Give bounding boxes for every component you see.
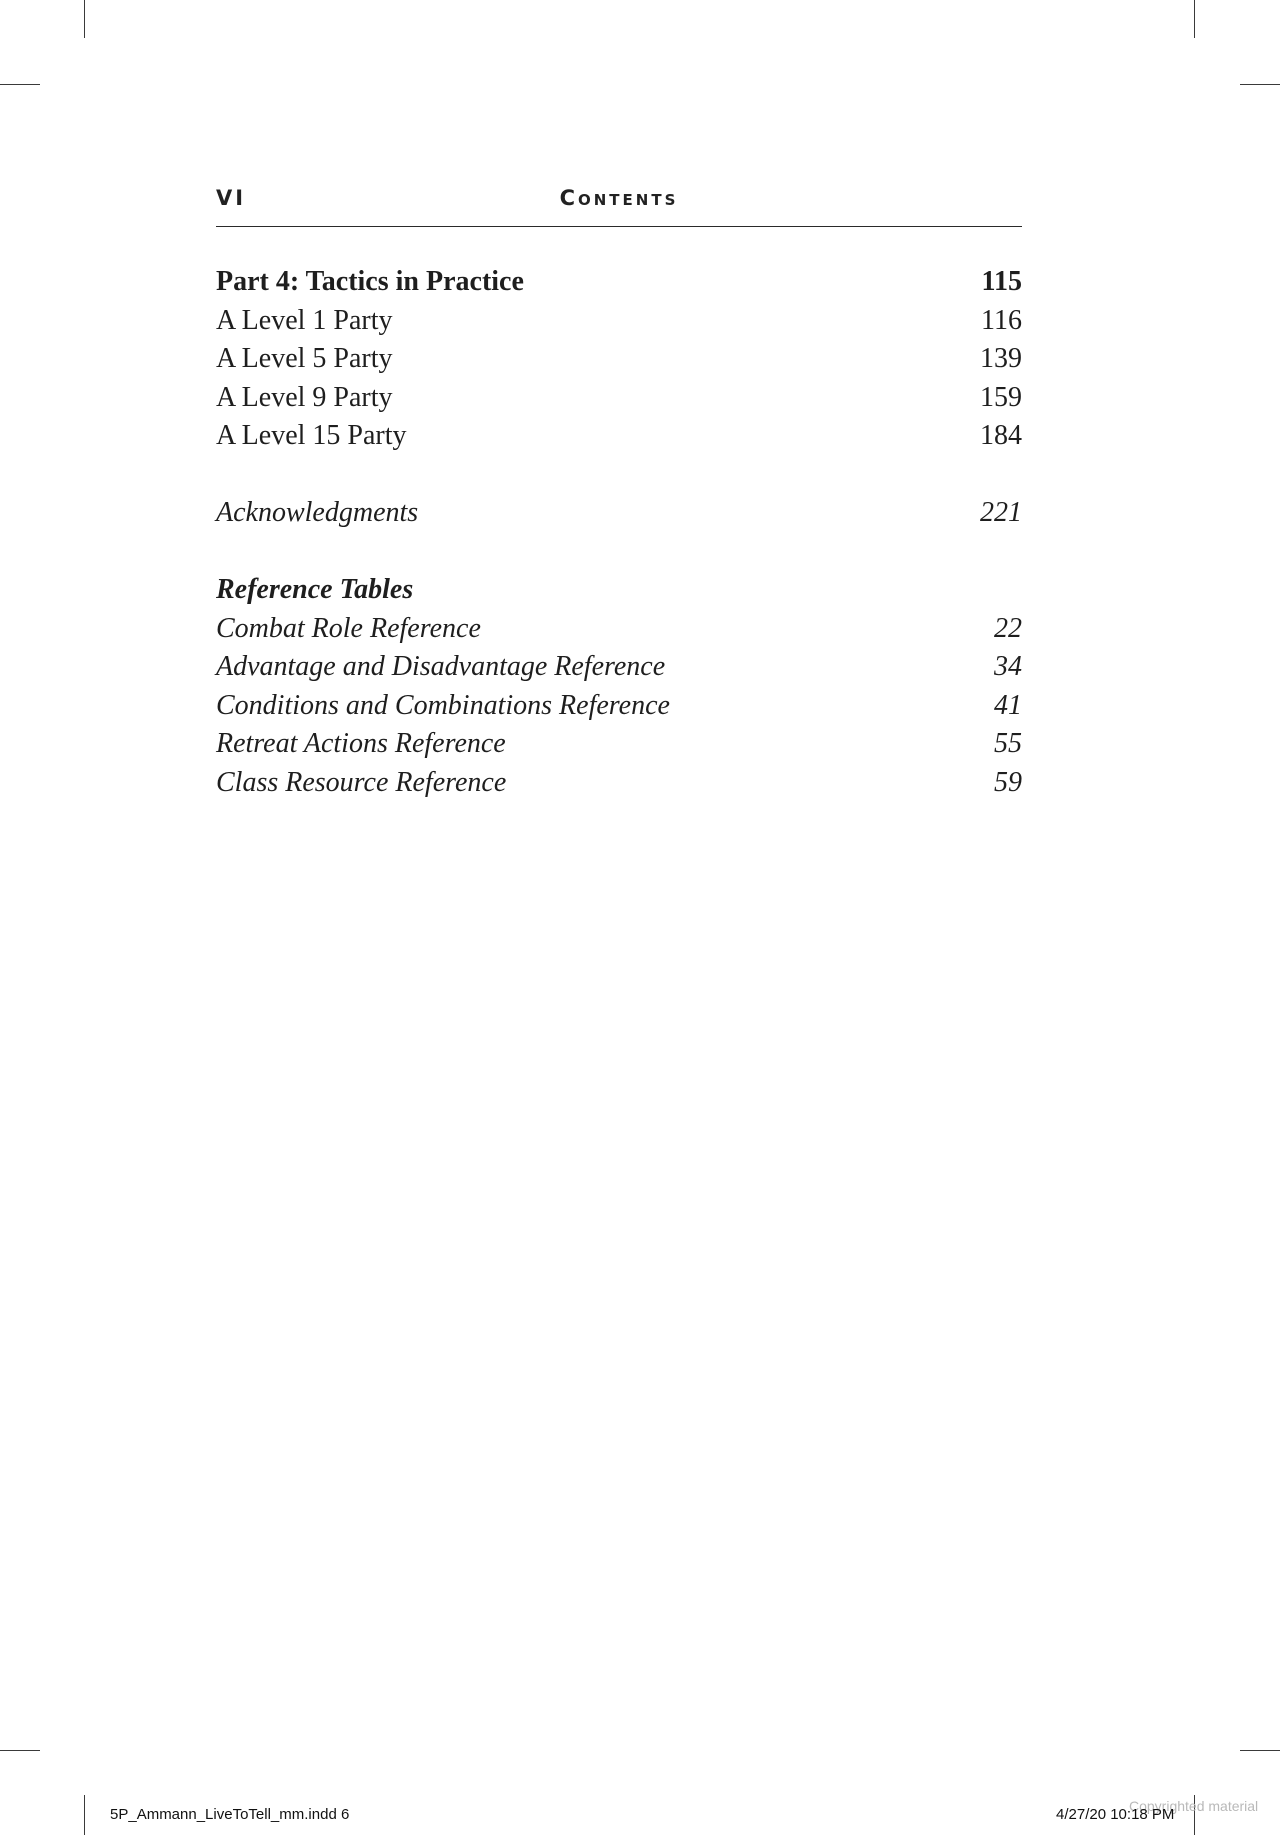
toc-part-heading[interactable] [216,263,1022,302]
toc-entry-title: Acknowledgments [216,497,419,528]
toc-entry[interactable] [216,379,1022,418]
toc-entry[interactable] [216,340,1022,379]
toc-entry-page: 139 [980,343,1022,375]
footer-file-slug: 5P_Ammann_LiveToTell_mm.indd 6 [110,1806,350,1823]
toc-entry-page: 59 [994,766,1022,798]
toc-entry-page: 221 [980,497,1022,528]
toc-entry-page: 184 [980,420,1022,452]
crop-mark-top-right [1194,0,1195,38]
toc-entry-title: Class Resource Reference [216,766,507,798]
crop-mark-left-bottom [0,1750,40,1751]
toc-entry[interactable] [216,725,1022,764]
toc-entry-page: 55 [994,728,1022,760]
toc-reference-tables-section [216,571,1022,803]
page-header [216,186,1022,227]
toc-section-heading [216,571,1022,610]
toc-entry-page: 159 [980,381,1022,413]
toc-entry-title: Conditions and Combinations Reference [216,689,670,721]
toc-part-title: Part 4: Tactics in Practice [216,266,524,297]
crop-mark-right-top [1240,84,1280,85]
toc-entry[interactable] [216,302,1022,341]
toc-acknowledgments-entry[interactable] [216,494,1022,533]
toc-entry-title: Retreat Actions Reference [216,728,506,760]
toc-section-title: Reference Tables [216,574,414,605]
toc-entry-title: A Level 1 Party [216,304,393,336]
toc-entry-page: 41 [994,689,1022,721]
toc-entry-title: A Level 9 Party [216,381,393,413]
copyright-watermark: Copyrighted material [1129,1798,1259,1814]
toc-entry-page: 34 [994,651,1022,683]
crop-mark-top-left [84,0,85,38]
toc-entry[interactable] [216,610,1022,649]
toc-entry-title: Combat Role Reference [216,612,481,644]
footer-timestamp: 4/27/20 10:18 PM [1056,1806,1175,1823]
toc-entry[interactable] [216,648,1022,687]
toc-entry[interactable] [216,764,1022,803]
toc-entry-title: A Level 15 Party [216,420,407,452]
toc-entry-title: Advantage and Disadvantage Reference [216,651,666,683]
toc-entry-page: 22 [994,612,1022,644]
crop-mark-left-top [0,84,40,85]
crop-mark-bottom-left [84,1795,85,1835]
toc-entry-page: 116 [981,304,1022,336]
page-folio: VI [216,186,247,210]
toc-part-page: 115 [981,266,1022,297]
crop-mark-right-bottom [1240,1750,1280,1751]
toc-entry-title: A Level 5 Party [216,343,393,375]
toc-entry[interactable] [216,417,1022,456]
toc-part4-section [216,263,1022,456]
running-head: Contents [559,186,679,210]
toc-acknowledgments-section [216,494,1022,533]
toc-entry[interactable] [216,687,1022,726]
